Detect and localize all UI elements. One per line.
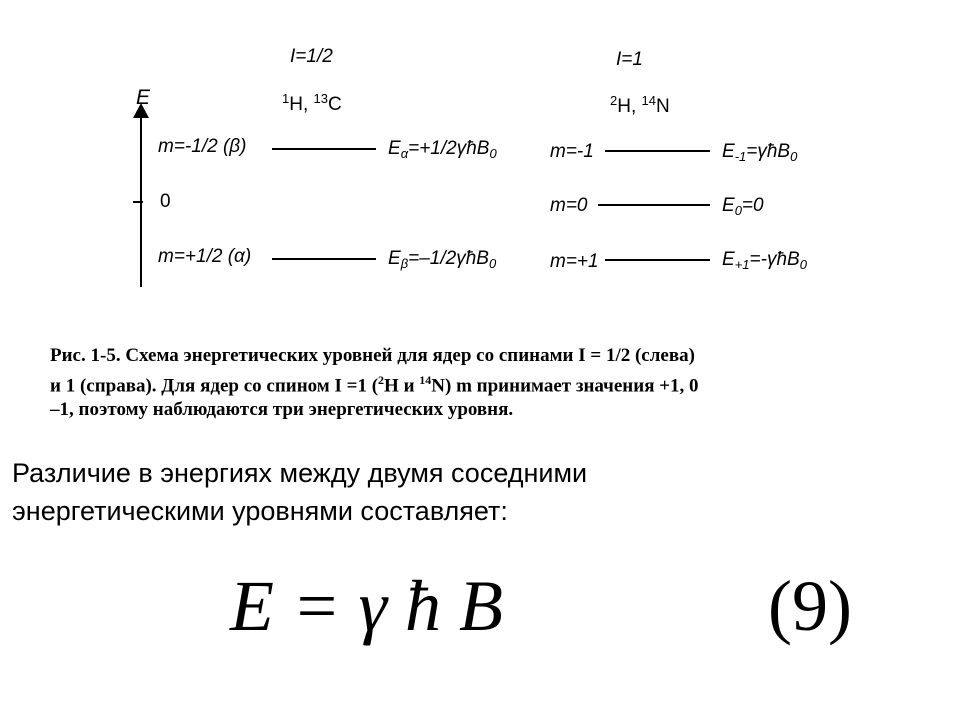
caption-line-2-part-c: N) m принимает значения +1, 0: [431, 375, 699, 397]
caption-line-2-part-b: H и: [384, 375, 420, 397]
figure-caption: [50, 344, 910, 422]
caption-line-2: [50, 368, 910, 398]
caption-line-3: –1, поэтому наблюдаются три энергетических уровня.: [50, 399, 514, 421]
axis-label-e: E: [136, 86, 151, 109]
right-top-m-label: m=-1: [550, 141, 594, 162]
right-spin-label: I=1: [616, 49, 643, 70]
zero-tick: [133, 201, 143, 203]
left-spin-label: I=1/2: [290, 46, 333, 67]
left-upper-level-line: [272, 148, 376, 150]
energy-symbol: E: [722, 249, 735, 270]
caption-line-1: Рис. 1-5. Схема энергетических уровней для ядер со спинами I = 1/2 (слева): [50, 345, 695, 366]
formula-expression: E = γ ħ B: [230, 566, 503, 646]
energy-end-subscript: 0: [799, 257, 807, 272]
left-lower-level-line: [272, 258, 376, 260]
right-top-energy: [722, 142, 797, 163]
right-bottom-level-line: [605, 259, 710, 261]
energy-symbol: E: [722, 141, 735, 162]
energy-expression: =0: [741, 195, 764, 216]
energy-subscript: -1: [734, 149, 747, 164]
right-iso1-mass: 2: [610, 93, 618, 108]
formula-number: (9): [768, 566, 852, 646]
left-iso2: C: [327, 94, 342, 115]
left-lower-m-label: m=+1/2 (α): [158, 246, 252, 267]
energy-end-subscript: 0: [488, 256, 497, 271]
energy-subscript: 0: [734, 203, 742, 218]
left-upper-energy: [388, 139, 497, 160]
left-upper-m-label: m=-1/2 (β): [158, 136, 247, 157]
left-iso2-mass: 13: [313, 91, 328, 106]
energy-symbol: E: [388, 248, 401, 269]
caption-sup-2: 14: [419, 373, 432, 387]
right-iso1: H,: [617, 96, 642, 117]
right-iso2: N: [655, 96, 670, 117]
right-middle-m-label: m=0: [550, 195, 588, 216]
right-bottom-m-label: m=+1: [550, 251, 599, 272]
energy-expression: =+1/2γħB: [408, 138, 490, 159]
caption-line-2-part-a: и 1 (справа). Для ядер со спином I =1 (: [50, 375, 379, 397]
left-iso1-mass: 1: [282, 91, 290, 106]
energy-expression: =-γħB: [749, 249, 800, 270]
right-top-level-line: [605, 150, 710, 152]
energy-subscript: β: [400, 256, 409, 271]
left-lower-energy: [388, 249, 496, 270]
left-iso1: H,: [289, 94, 314, 115]
body-line-1: Различие в энергиях между двумя соседними: [12, 458, 588, 488]
energy-expression: =–1/2γħB: [408, 248, 489, 269]
body-paragraph: [12, 454, 932, 530]
energy-expression: =γħB: [746, 141, 791, 162]
energy-end-subscript: 0: [489, 146, 497, 161]
right-middle-energy: [722, 196, 764, 217]
energy-symbol: E: [722, 195, 735, 216]
energy-subscript: +1: [734, 257, 750, 272]
energy-subscript: α: [400, 146, 409, 161]
body-line-2: энергетическими уровнями составляет:: [12, 496, 508, 526]
caption-sup-1: 2: [378, 373, 385, 387]
right-iso2-mass: 14: [641, 93, 656, 108]
zero-label: 0: [160, 191, 171, 212]
energy-end-subscript: 0: [790, 149, 798, 164]
right-middle-level-line: [598, 204, 710, 206]
left-nuclei-label: [282, 92, 342, 114]
right-bottom-energy: [722, 250, 807, 271]
right-nuclei-label: [610, 94, 670, 116]
energy-symbol: E: [388, 138, 401, 159]
